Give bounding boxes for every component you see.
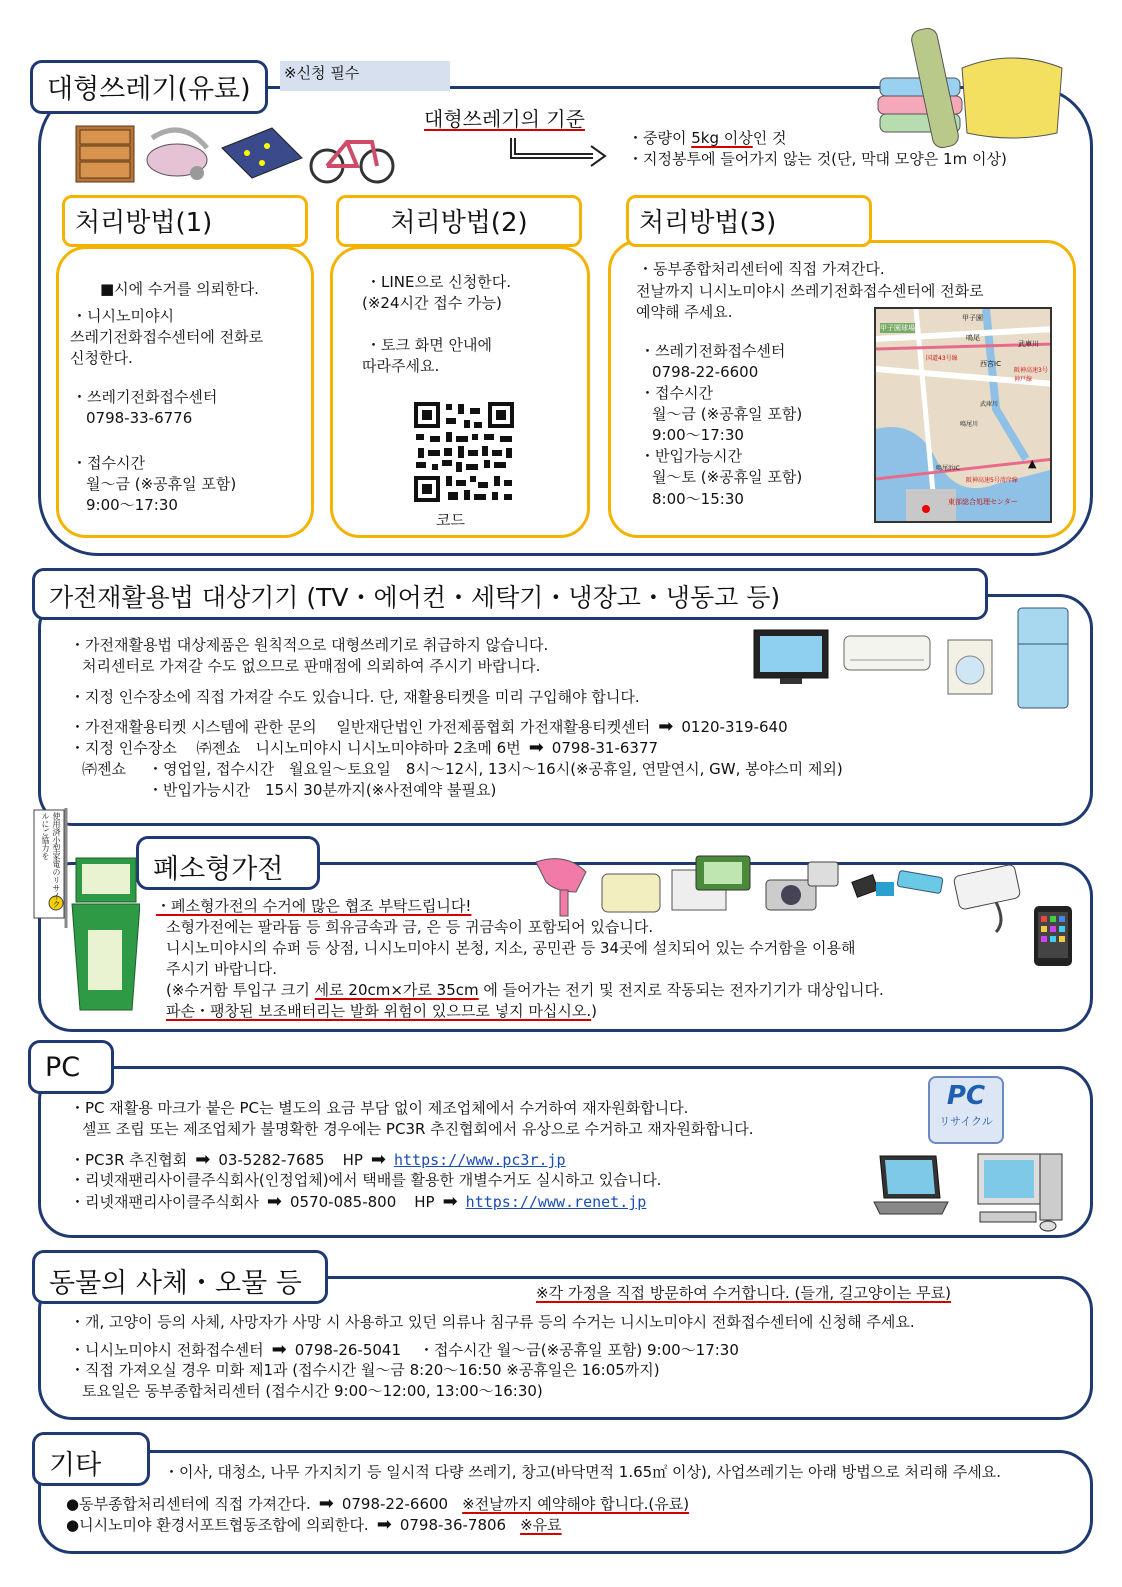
small-appliance-line: 니시노미야시의 슈퍼 등 상점, 니시노미야시 본청, 지소, 공민관 등 34곳에 설치되어 있는 수거함을 이용해 <box>166 939 856 957</box>
animals-call-center: ・니시노미야시 전화접수센터 ➡ 0798-26-5041 ・접수시간 월～금(※공휴일 포함) 9:00～17:30 <box>70 1339 739 1360</box>
pc-recycle-logo: PC リサイクル <box>928 1076 1004 1144</box>
method2-line: 따라주세요. <box>362 357 440 375</box>
map-label: 国道43号線 <box>926 355 958 362</box>
other-intro: ・이사, 대청소, 나무 가지치기 등 일시적 다량 쓰레기, 창고(바닥면적 1.65㎡ 이상), 사업쓰레기는 아래 방법으로 처리해 주세요. <box>164 1463 1002 1481</box>
method1-line: 신청한다. <box>70 349 133 367</box>
arrow-right-icon: ➡ <box>528 737 544 758</box>
map-label: 阪神高速3号神戸線 <box>1014 367 1048 383</box>
collection-banner: 使用済小型家電のリサイクルにご協力を <box>41 812 61 908</box>
qr-code-label: 코드 <box>436 511 465 529</box>
method3-line: ・쓰레기전화접수센터 <box>640 342 786 360</box>
appliance-line: 처리센터로 가져갈 수도 없으므로 판매점에 의뢰하여 주시기 바랍니다. <box>82 657 541 675</box>
method3-line: ・동부종합처리센터에 직접 가져간다. <box>638 260 885 278</box>
appliance-hours: ・영업일, 접수시간 월요일～토요일 8시～12시, 13시～16시(※공휴일, 연말연시, GW, 봉야스미 제외) <box>148 760 843 778</box>
appliance-line: ・가전재활용법 대상제품은 원칙적으로 대형쓰레기로 취급하지 않습니다. <box>70 636 549 654</box>
method1-line: ・니시노미야시 <box>72 307 174 325</box>
method3-phone: 0798-22-6600 <box>652 363 759 381</box>
method1-line: 월～금 (※공휴일 포함) <box>86 475 237 493</box>
small-appliance-warning: 파손・팽창된 보조배터리는 발화 위험이 있으므로 넣지 마십시오.) <box>166 1002 597 1020</box>
oversized-items-illustration <box>72 118 402 188</box>
appliance-pickup-place: ・지정 인수장소 ㈜젠쇼 니시노미야시 니시노미야하마 2초메 6번 ➡ 0798-31-6377 <box>70 737 659 758</box>
section-title-animals: 동물의 사체・오물 등 <box>32 1250 328 1304</box>
method3-line: 8:00～15:30 <box>652 490 744 508</box>
arrow-right-icon: ➡ <box>195 1149 211 1170</box>
section-title-other: 기타 <box>32 1432 150 1486</box>
section-title-oversized: 대형쓰레기(유료) <box>30 60 268 114</box>
computers-illustration <box>870 1150 1070 1234</box>
small-appliance-size: (※수거함 투입구 크기 세로 20cm×가로 35cm 에 들어가는 전기 및 전지로 작동되는 전자기기가 대상입니다. <box>166 981 884 999</box>
small-appliance-line: 소형가전에는 팔라듐 등 희유금속과 금, 은 등 귀금속이 포함되어 있습니다. <box>166 918 654 936</box>
appliances-illustration <box>750 604 1076 710</box>
pc-line: ・PC 재활용 마크가 붙은 PC는 별도의 요금 부담 없이 제조업체에서 수거하여 재자원화합니다. <box>70 1099 689 1117</box>
map-label: 鳴尾川 <box>960 421 979 428</box>
pc3r-contact: ・PC3R 추진협회 ➡ 03-5282-7685 HP ➡ https://www.pc3r.jp <box>70 1149 566 1170</box>
renet-contact: ・리넷재팬리사이클주식회사 ➡ 0570-085-800 HP ➡ https://www.renet.jp <box>70 1191 647 1212</box>
map-label: 鳴尾 <box>966 334 980 342</box>
method3-line: ・반입가능시간 <box>640 447 742 465</box>
map-label: 武庫川 <box>980 401 999 408</box>
other-cooperative: ●니시노미야 환경서포트협동조합에 의뢰한다. ➡ 0798-36-7806 ※유료 <box>66 1514 562 1535</box>
map-north-icon: ▲ <box>1028 457 1037 470</box>
method1-line: ・접수시간 <box>72 454 145 472</box>
section-title-pc: PC <box>28 1040 114 1094</box>
method3-line: ・접수시간 <box>640 384 713 402</box>
small-appliance-line: 주시기 바랍니다. <box>166 960 277 978</box>
arrow-right-icon: ➡ <box>376 1514 392 1535</box>
criteria-weight: ・중량이 5kg 이상인 것 <box>628 129 787 147</box>
other-center: ●동부종합처리센터에 직접 가져간다. ➡ 0798-22-6600 ※전날까지 예약해야 합니다.(유료) <box>66 1493 690 1514</box>
method2-line: ・토크 화면 안내에 <box>366 336 492 354</box>
line-qr-code[interactable] <box>412 400 516 504</box>
animals-line: ・직접 가져오실 경우 미화 제1과 (접수시간 월～금 8:20～16:50 ※공휴일은 16:05까지) <box>70 1361 660 1379</box>
method2-title: 처리방법(2) <box>336 195 582 247</box>
arrow-right-icon: ➡ <box>271 1339 287 1360</box>
center-map <box>874 307 1052 523</box>
map-label: 武庫川 <box>1018 340 1039 348</box>
pc-line: 셀프 조립 또는 제조업체가 불명확한 경우에는 PC3R 추진협회에서 유상으로 수거하고 재자원화합니다. <box>82 1120 754 1138</box>
method3-title: 처리방법(3) <box>626 195 872 247</box>
animals-visit-note: ※각 가정을 직접 방문하여 수거합니다. (들개, 길고양이는 무료) <box>536 1284 951 1302</box>
map-label: 阪神高速5号湾岸線 <box>966 477 1018 484</box>
method1-title: 처리방법(1) <box>62 195 308 247</box>
method1-line: ・쓰레기전화접수센터 <box>72 388 218 406</box>
appliance-company: ㈜젠쇼 <box>82 760 126 778</box>
method3-line: 전날까지 니시노미야시 쓰레기전화접수센터에 전화로 <box>636 282 984 300</box>
renet-link[interactable]: https://www.renet.jp <box>465 1193 647 1211</box>
animals-line: ・개, 고양이 등의 사체, 사망자가 사망 시 사용하고 있던 의류나 침구류 등의 수거는 니시노미야시 전화접수센터에 신청해 주세요. <box>70 1313 915 1331</box>
method1-line: ■시에 수거를 의뢰한다. <box>100 280 259 298</box>
criteria-title: 대형쓰레기의 기준 <box>424 107 585 131</box>
method3-line: 월～토 (※공휴일 포함) <box>652 468 803 486</box>
pc3r-link[interactable]: https://www.pc3r.jp <box>394 1151 566 1169</box>
arrow-right-icon: ➡ <box>658 716 674 737</box>
section-title-appliance: 가전재활용법 대상기기 (TV・에어컨・세탁기・냉장고・냉동고 등) <box>32 568 988 620</box>
method3-line: 예약해 주세요. <box>636 303 733 321</box>
arrow-right-icon: ➡ <box>266 1191 282 1212</box>
map-label: 東部総合処理センター <box>948 498 1018 506</box>
apply-required-note: ※신청 필수 <box>280 61 450 91</box>
method2-line: ・LINE으로 신청한다. <box>366 273 511 291</box>
map-label: 甲子園 <box>962 314 983 322</box>
method1-line: 쓰레기전화접수센터에 전화로 <box>70 328 264 346</box>
map-label: 甲子園球場 <box>880 324 915 332</box>
section-title-small-appliance: 폐소형가전 <box>136 836 320 890</box>
pc-line: ・리넷재팬리사이클주식회사(인정업체)에서 택배를 활용한 개별수거도 실시하고 있습니다. <box>70 1171 662 1189</box>
method3-line: 9:00～17:30 <box>652 426 744 444</box>
appliance-line: ・지정 인수장소에 직접 가져갈 수도 있습니다. 단, 재활용티켓을 미리 구입해야 합니다. <box>70 688 640 706</box>
animals-line: 토요일은 동부종합처리센터 (접수시간 9:00～12:00, 13:00～16:30) <box>82 1382 543 1400</box>
appliance-dropoff: ・반입가능시간 15시 30분까지(※사전예약 불필요) <box>148 781 497 799</box>
appliance-ticket-inquiry: ・가전재활용티켓 시스템에 관한 문의 일반재단법인 가전제품협회 가전재활용티켓센터 ➡ 0120-319-640 <box>70 716 788 737</box>
arrow-right-icon: ➡ <box>370 1149 386 1170</box>
criteria-bag: ・지정봉투에 들어가지 않는 것(단, 막대 모양은 1m 이상) <box>628 150 1007 168</box>
method3-line: 월～금 (※공휴일 포함) <box>652 405 803 423</box>
small-appliance-request: ・폐소형가전의 수거에 많은 협조 부탁드립니다! <box>156 897 472 915</box>
method1-phone: 0798-33-6776 <box>86 409 193 427</box>
map-label: 鳴尾浜IC <box>936 465 960 472</box>
arrow-right-icon: ➡ <box>442 1191 458 1212</box>
smartphone-illustration <box>1032 904 1074 968</box>
map-label: 西宮IC <box>980 360 1001 368</box>
futon-illustration <box>872 18 1072 148</box>
criteria-arrow-icon <box>505 136 609 172</box>
arrow-right-icon: ➡ <box>318 1493 334 1514</box>
method1-line: 9:00～17:30 <box>86 496 178 514</box>
method2-line: (※24시간 접수 가능) <box>362 294 502 312</box>
